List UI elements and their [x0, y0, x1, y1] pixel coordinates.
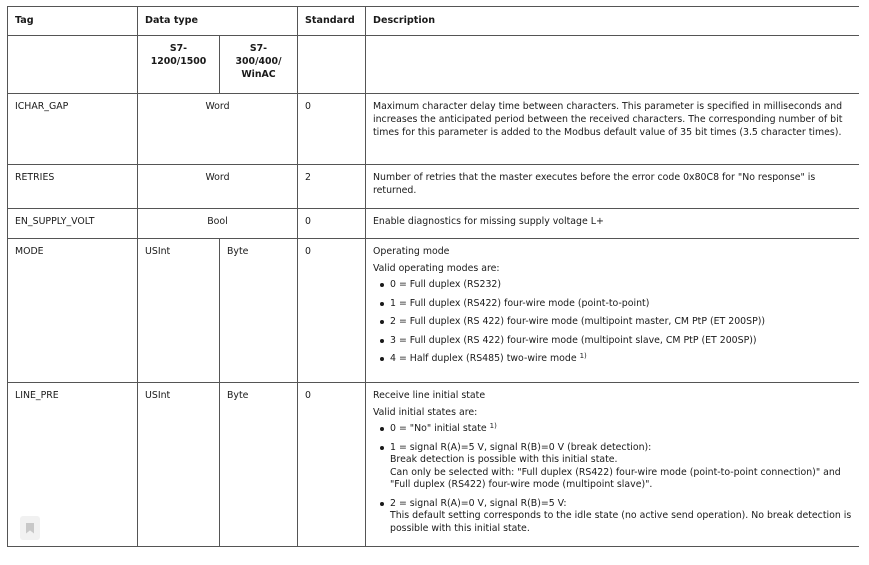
cell-standard: 0	[298, 383, 366, 547]
subheader-empty-tag	[8, 36, 138, 94]
cell-description: Maximum character delay time between characters. This parameter is specified in milliseconds and increases the anticipated period between the received characters. The corresponding number of bit times for this parameter is added to the Modbus default value of 35 bit times (3.5 character times).	[366, 94, 860, 165]
cell-tag: MODE	[8, 239, 138, 383]
footnote-marker: 1)	[489, 422, 497, 430]
list-item	[380, 353, 852, 366]
cell-data-type: Bool	[138, 209, 298, 239]
cell-data-type-s7-1200: USInt	[138, 383, 220, 547]
list-item-text: 0 = "No" initial state	[390, 423, 487, 434]
cell-standard: 0	[298, 209, 366, 239]
cell-data-type: Word	[138, 94, 298, 165]
list-item-note: Can only be selected with: "Full duplex (RS422) four-wire mode (point-to-point connection)" and "Full duplex (RS422) four-wire mode (multipoint slave)".	[390, 466, 841, 490]
cell-data-type-s7-1200: USInt	[138, 239, 220, 383]
cell-data-type-s7-300: Byte	[220, 239, 298, 383]
footnote-marker: 1)	[579, 352, 587, 360]
subheader-empty-description	[366, 36, 860, 94]
line-pre-title: Receive line initial state	[373, 390, 486, 401]
list-item	[380, 442, 852, 492]
cell-description: Number of retries that the master executes before the error code 0x80C8 for "No response" is returned.	[366, 165, 860, 209]
cell-description	[366, 239, 860, 383]
list-item: 1 = Full duplex (RS422) four-wire mode (point-to-point)	[380, 298, 852, 311]
cell-description	[366, 383, 860, 547]
list-item: 0 = Full duplex (RS232)	[380, 279, 852, 292]
cell-standard: 2	[298, 165, 366, 209]
cell-data-type: Word	[138, 165, 298, 209]
table-row-ichar-gap	[8, 94, 860, 165]
cell-tag: RETRIES	[8, 165, 138, 209]
line-pre-list	[373, 423, 852, 535]
subheader-s7-300-400-winac: S7- 300/400/ WinAC	[220, 36, 298, 94]
list-item: 3 = Full duplex (RS 422) four-wire mode (multipoint slave, CM PtP (ET 200SP))	[380, 335, 852, 348]
line-pre-subtitle: Valid initial states are:	[373, 407, 478, 418]
header-tag: Tag	[8, 7, 138, 36]
cell-tag: EN_SUPPLY_VOLT	[8, 209, 138, 239]
list-item-note: This default setting corresponds to the idle state (no active send operation). No break detection is possible with this initial state.	[390, 510, 852, 534]
header-description: Description	[366, 7, 860, 36]
table-header-row	[8, 7, 860, 36]
header-standard: Standard	[298, 7, 366, 36]
header-data-type: Data type	[138, 7, 298, 36]
table-subheader-row	[8, 36, 860, 94]
cell-standard: 0	[298, 94, 366, 165]
cell-tag: ICHAR_GAP	[8, 94, 138, 165]
list-item-text: 1 = signal R(A)=5 V, signal R(B)=0 V (break detection):	[390, 441, 652, 453]
subheader-empty-standard	[298, 36, 366, 94]
list-item	[380, 423, 852, 436]
table-row-mode	[8, 239, 860, 383]
subheader-s7-1200-1500: S7- 1200/1500	[138, 36, 220, 94]
list-item-text: 2 = signal R(A)=0 V, signal R(B)=5 V:	[390, 497, 567, 509]
cell-description: Enable diagnostics for missing supply voltage L+	[366, 209, 860, 239]
cell-standard: 0	[298, 239, 366, 383]
mode-title: Operating mode	[373, 246, 450, 257]
list-item-note: Break detection is possible with this initial state.	[390, 454, 618, 465]
table-row-en-supply-volt	[8, 209, 860, 239]
parameter-table-container	[7, 6, 859, 565]
cell-data-type-s7-300: Byte	[220, 383, 298, 547]
mode-list	[373, 279, 852, 366]
list-item	[380, 498, 852, 536]
table-row-retries	[8, 165, 860, 209]
mode-subtitle: Valid operating modes are:	[373, 263, 500, 274]
parameter-table	[7, 6, 859, 547]
list-item-text: 4 = Half duplex (RS485) two-wire mode	[390, 353, 577, 364]
list-item: 2 = Full duplex (RS 422) four-wire mode (multipoint master, CM PtP (ET 200SP))	[380, 316, 852, 329]
bookmark-icon[interactable]	[20, 516, 40, 540]
table-row-line-pre	[8, 383, 860, 547]
cell-tag: LINE_PRE	[8, 383, 138, 547]
